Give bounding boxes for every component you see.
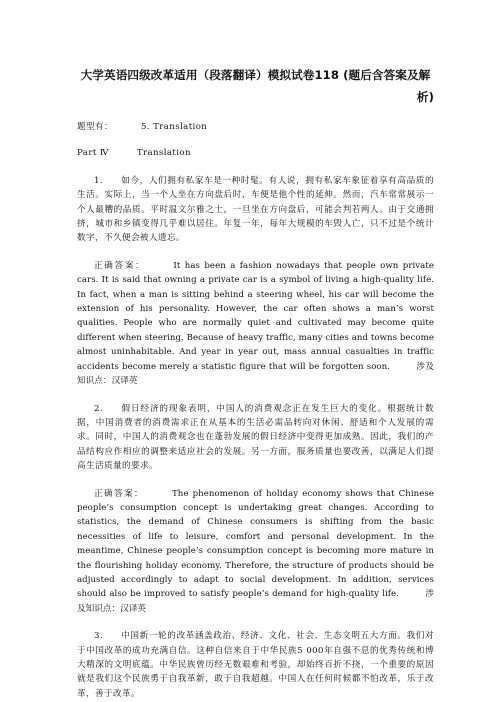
document-title-continued: 析) <box>416 90 434 104</box>
answer-2-text: The phenomenon of holiday economy shows that Chinese people’s consumption concept is undertaking great changes. According to statistics, the demand of Chinese consumers is shifting from the basic necessities of life to leisure, comfort and personal development. In the meantime, Chinese people’s consumption concept is becoming more mature in the flourishing holiday economy. Therefore, the structure of products should be adjusted accordingly to adapt to social development. In addition, services should also be improved to satisfy people’s demand for high-quality life. <box>77 488 434 600</box>
part-heading <box>77 146 434 160</box>
knowledge-point-2: 涉及知识点：汉译英 <box>77 589 434 614</box>
question-1-number: 1. <box>94 175 103 186</box>
question-3-text: 中国新一轮的改革涵盖政治、经济、文化、社会、生态文明五大方面。我们对于中国改革的成功充满自信。这种自信来自于中华民族5 000年自强不息的优秀传统和博大精深的文明底蕴。中华民族曾历经无数艰难和考验，却始终百折不挠，一个重要的原因就是我们这个民族勇于自我革新，敢于自我超越。中国人在任何时候都不怕改革，乐于改革，善于改革。 <box>77 631 434 699</box>
answer-1 <box>77 259 434 389</box>
knowledge-point-1: 涉及知识点：汉译英 <box>77 361 434 387</box>
question-type-line <box>77 120 434 134</box>
part-label: Part Ⅳ <box>77 148 109 159</box>
question-type-label: 题型有： <box>77 122 113 132</box>
part-title: Translation <box>136 148 191 159</box>
question-1-text: 如今，人们拥有私家车是一种时髦。有人说，拥有私家车象征着享有高品质的生活。实际上，当一个人坐在方向盘后时，车便是他个性的延伸。然而，汽车常常展示一个人最糟的品质。平时温文尔雅之士，一旦坐在方向盘后，可能会判若两人。由于交通拥挤，城市和乡镇变得几乎难以居住。年复一年，每年大规模的车毁人亡，只不过是个统计数字，不久便会被人遗忘。 <box>77 175 434 244</box>
question-type-value: 5. Translation <box>140 122 208 132</box>
document-title: 大学英语四级改革适用（段落翻译）模拟试卷118 (题后含答案及解 <box>80 68 431 82</box>
answer-2-label: 正确答案： <box>94 488 144 499</box>
answer-1-text: It has been a fashion nowadays that people own private cars. It is said that owning a private car is a symbol of living a high-quality life. In fact, when a man is sitting behind a steering wheel, his car will become the extension of his personality. However, the car often shows a man’s worst qualities. People who are normally quiet and cultivated may become quite different when steering. Because of heavy traffic, many cities and towns become almost uninhabitable. And year in year out, mass annual casualties in traffic accidents become merely a statistic figure that will be forgotten soon. <box>77 260 434 372</box>
question-2-text: 假日经济的现象表明，中国人的消费观念正在发生巨大的变化。根据统计数据，中国消费者的消费需求正在从基本的生活必需品转向对休闲、舒适和个人发展的需求。同时，中国人的消费观念也在蓬勃发展的假日经济中变得更加成熟。因此，我们的产品结构应作相应的调整来适应社会的发展。另一方面，服务质量也要改善，以满足人们提高生活质量的要求。 <box>77 403 434 472</box>
question-3 <box>77 629 434 701</box>
answer-1-label: 正确答案： <box>94 260 146 271</box>
question-3-number: 3. <box>94 631 103 642</box>
question-2-number: 2. <box>94 403 103 414</box>
question-2 <box>77 402 434 474</box>
question-1 <box>77 174 434 246</box>
answer-2 <box>77 487 434 617</box>
